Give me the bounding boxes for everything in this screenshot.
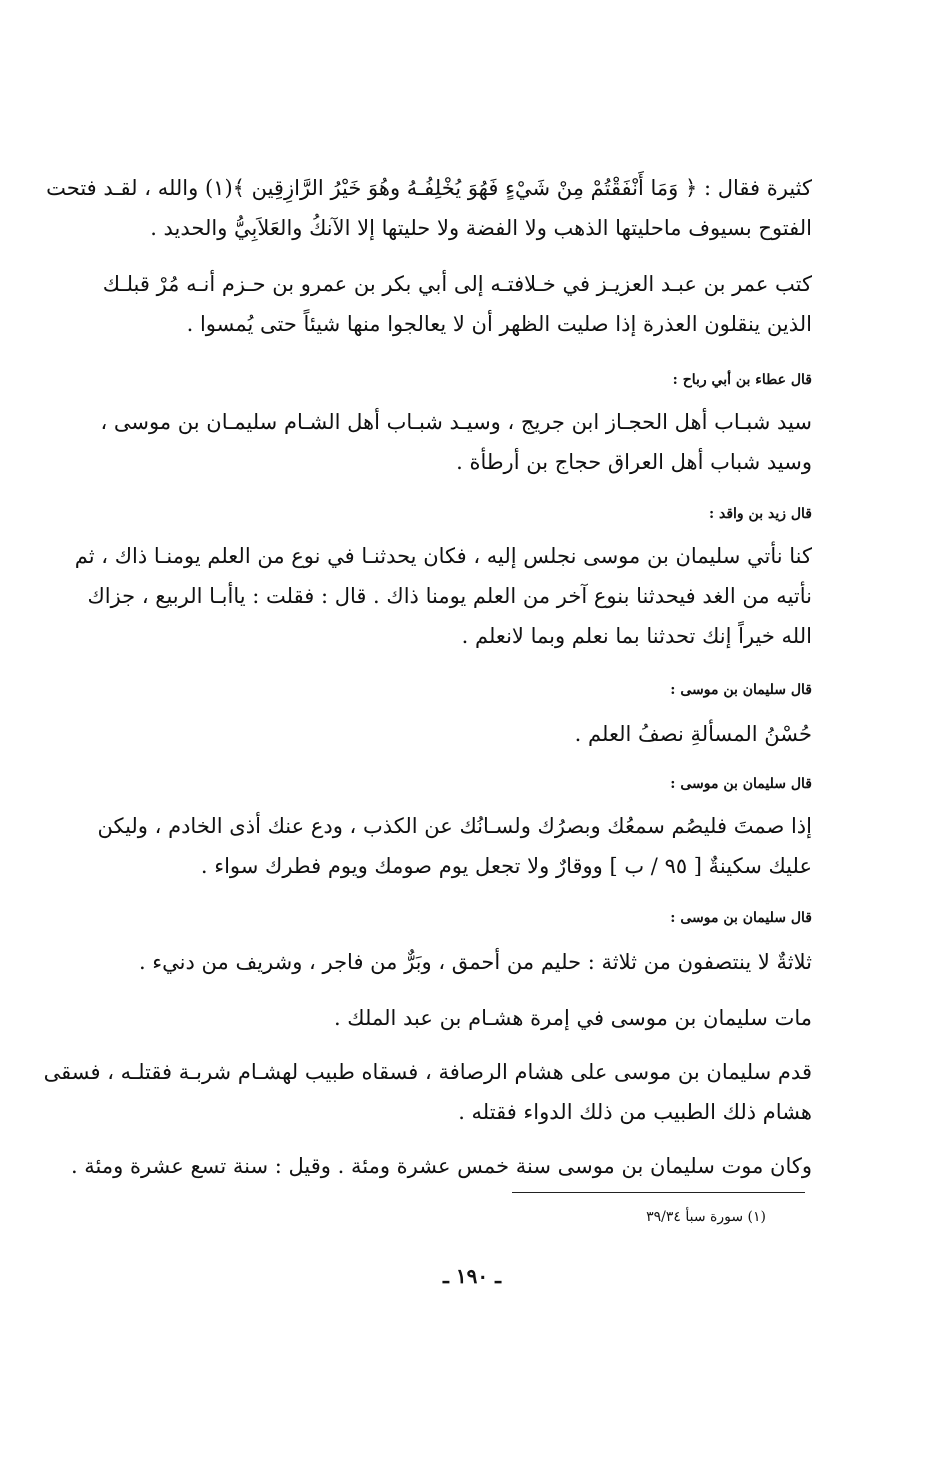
text-line: وكان موت سليمان بن موسى سنة خمس عشرة ومئة . وقيل : سنة تسع عشرة ومئة .	[70, 1154, 812, 1178]
text-line: إذا صمتَ فليصُم سمعُك وبصرُك ولسـانُك عن الكذب ، ودع عنك أذى الخادم ، وليكن	[97, 814, 812, 838]
footnote: (١) سورة سبأ ٣٩/٣٤	[646, 1209, 766, 1225]
paragraph-sulayman-saying-1	[122, 714, 812, 754]
paragraph-sulayman-saying-2	[97, 806, 812, 886]
text-line: الذين ينقلون العذرة إذا صليت الظهر أن لا يعالجوا منها شيئاً حتى يُمسوا .	[186, 312, 812, 336]
paragraph-sulayman-saying-3	[122, 942, 812, 982]
text-line: الفتوح بسيوف ماحليتها الذهب ولا الفضة ولا حليتها إلا الآنكُ والعَلاَبِيُّ والحديد .	[150, 216, 812, 240]
section-heading: قال سليمان بن موسى :	[670, 682, 812, 698]
text-line: سيد شبـاب أهل الحجـاز ابن جريج ، وسيـد شبـاب أهل الشـام سليمـان بن موسى ،	[100, 410, 812, 434]
text-line: نأتيه من الغد فيحدثنا بنوع آخر من العلم يومنا ذاك . قال : فقلت : ياأبـا الربيع ، جزاك	[87, 584, 812, 608]
text-line: مات سليمان بن موسى في إمرة هشـام بن عبد الملك .	[333, 1006, 812, 1030]
page-number: ـ ١٩٠ ـ	[443, 1264, 501, 1288]
text-line: وسيد شباب أهل العراق حجاج بن أرطأة .	[456, 450, 812, 474]
text-line: ثلاثةٌ لا ينتصفون من ثلاثة : حليم من أحمق ، وبَرٌّ من فاجر ، وشريف من دنيء .	[138, 950, 812, 974]
text-line: هشام ذلك الطبيب من ذلك الدواء فقتله .	[458, 1100, 812, 1124]
section-heading: قال عطاء بن أبي رباح :	[672, 372, 812, 388]
paragraph-death-year	[70, 1146, 812, 1186]
section-heading: قال سليمان بن موسى :	[670, 776, 812, 792]
section-heading: قال زيد بن واقد :	[708, 506, 812, 522]
text-line: قدم سليمان بن موسى على هشام الرصافة ، فسقاه طبيب لهشـام شربـة فقتلـه ، فسقى	[43, 1060, 812, 1084]
text-line: حُسْنُ المسألةِ نصفُ العلم .	[574, 722, 812, 746]
paragraph-umar-letter	[102, 264, 812, 344]
paragraph-zayd-saying	[74, 536, 812, 656]
footnote-separator	[512, 1192, 805, 1193]
text-line: كتب عمر بن عبـد العزيـز في خـلافتـه إلى أبي بكر بن عمرو بن حـزم أنـه مُرْ قبلـك	[102, 272, 812, 296]
paragraph-poisoning	[43, 1052, 812, 1132]
text-line: عليك سكينةٌ [ ٩٥ / ب ] ووقارٌ ولا تجعل يوم صومك ويوم فطرك سواء .	[200, 854, 812, 878]
paragraph-death-note	[122, 998, 812, 1038]
text-line: الله خيراً إنك تحدثنا بما نعلم وبما لانعلم .	[461, 624, 812, 648]
text-line: كنا نأتي سليمان بن موسى نجلس إليه ، فكان يحدثنـا في نوع من العلم يومنـا ذاك ، ثم	[74, 544, 812, 568]
paragraph-ata-saying	[100, 402, 812, 482]
section-heading: قال سليمان بن موسى :	[670, 910, 812, 926]
paragraph-quran-verse	[46, 168, 812, 248]
text-line: كثيرة فقال : ﴿ وَمَا أَنْفَقْتُمْ مِنْ شَيْءٍ فَهُوَ يُخْلِفُـهُ وهُوَ خَيْرُ الرَّازِقِين ﴾(١) والله ، لقـد فتحت	[46, 176, 812, 200]
